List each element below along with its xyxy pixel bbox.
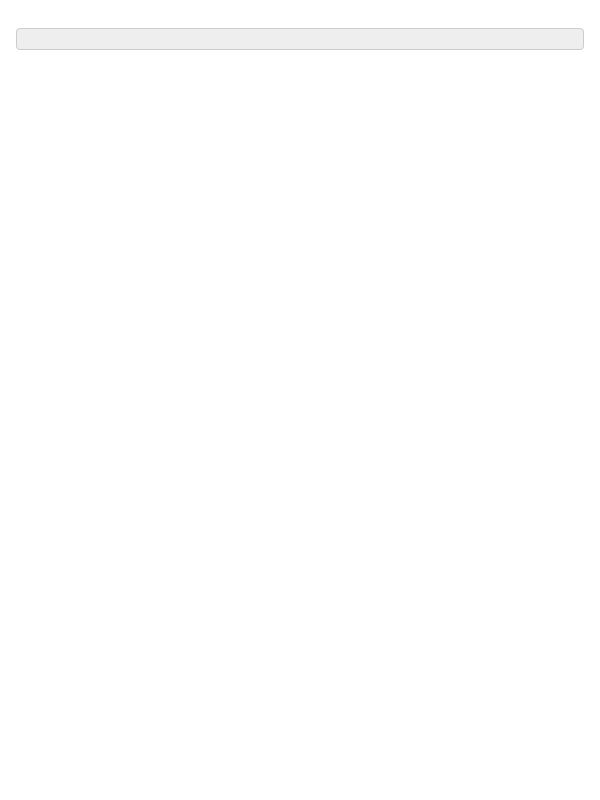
content-block [16,28,584,50]
